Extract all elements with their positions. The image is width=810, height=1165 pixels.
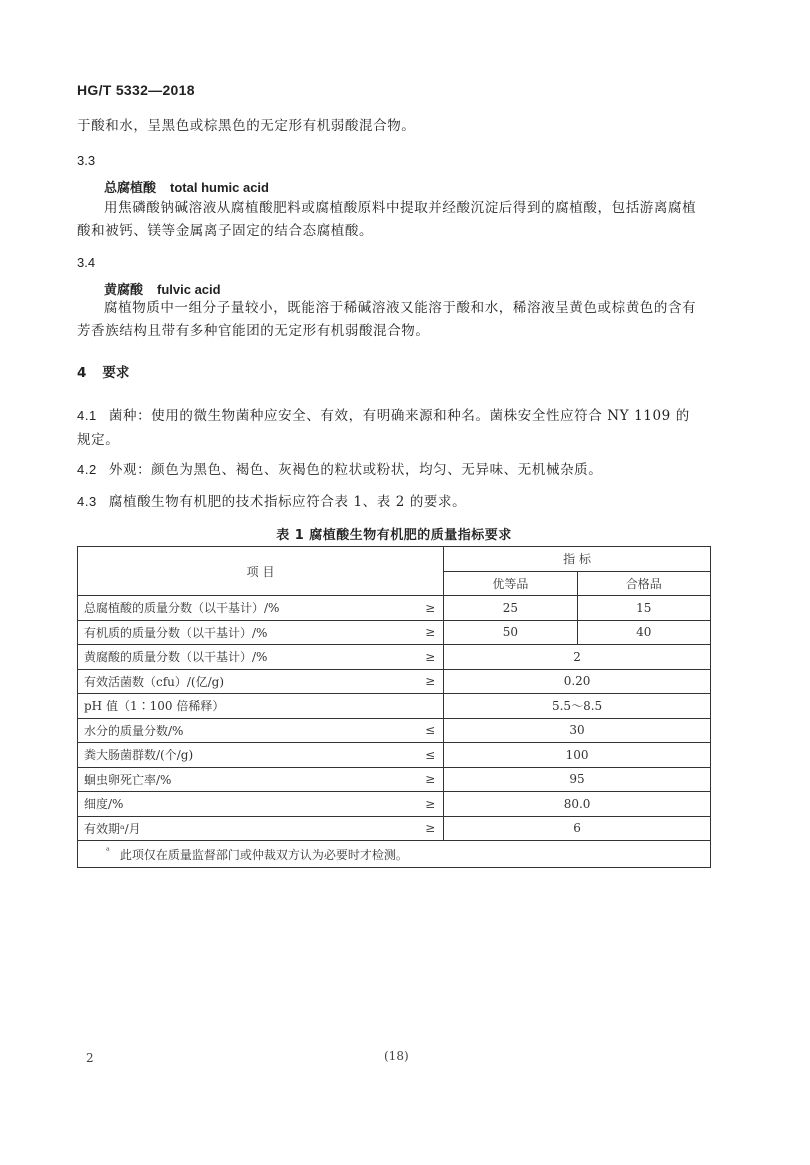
header-grade-superior: 优等品 bbox=[444, 571, 577, 596]
row-symbol: ≤ bbox=[411, 718, 444, 743]
document-header: HG/T 5332—2018 bbox=[77, 82, 195, 98]
footnote-mark: ᵃ bbox=[106, 845, 110, 857]
intro-line: 于酸和水，呈黑色或棕黑色的无定形有机弱酸混合物。 bbox=[77, 118, 416, 134]
header-index: 指 标 bbox=[444, 547, 711, 572]
row-item: 黄腐酸的质量分数（以干基计）/% bbox=[78, 645, 412, 670]
definition-3-4-line-1: 腐植物质中一组分子量较小，既能溶于稀碱溶液又能溶于酸和水，稀溶液呈黄色或棕黄色的含有 bbox=[104, 300, 697, 316]
definition-3-3-line-2: 酸和被钙、镁等金属离子固定的结合态腐植酸。 bbox=[77, 223, 374, 239]
table-footnote-row bbox=[78, 841, 711, 868]
term-en: total humic acid bbox=[170, 180, 269, 195]
row-symbol: ≥ bbox=[411, 669, 444, 694]
table-row bbox=[78, 767, 711, 792]
table-row bbox=[78, 669, 711, 694]
quality-table bbox=[77, 546, 711, 868]
clause-number: 4.1 bbox=[77, 408, 97, 423]
section-4-heading bbox=[77, 361, 129, 381]
row-item: 有效活菌数（cfu）/(亿/g) bbox=[78, 669, 412, 694]
row-value-qualified: 15 bbox=[577, 596, 710, 621]
table-row bbox=[78, 620, 711, 645]
table-row bbox=[78, 792, 711, 817]
clause-text: 外观：颜色为黑色、褐色、灰褐色的粒状或粉状，均匀、无异味、无机械杂质。 bbox=[108, 462, 603, 478]
row-value: 95 bbox=[444, 767, 711, 792]
row-value: 2 bbox=[444, 645, 711, 670]
row-item: pH 值（1∶100 倍稀释） bbox=[78, 694, 412, 719]
row-item: 粪大肠菌群数/(个/g) bbox=[78, 743, 412, 768]
clause-text: 菌种：使用的微生物菌种应安全、有效，有明确来源和种名。菌株安全性应符合 NY 1109 的 bbox=[108, 408, 690, 424]
section-3-4-number: 3.4 bbox=[77, 255, 96, 270]
term-cn: 总腐植酸 bbox=[104, 181, 157, 196]
row-value: 6 bbox=[444, 816, 711, 841]
footer-center: (18) bbox=[384, 1049, 409, 1063]
clause-4-3 bbox=[77, 490, 466, 514]
section-4-number: 4 bbox=[77, 365, 87, 381]
header-item: 项 目 bbox=[78, 547, 444, 596]
row-value-superior: 50 bbox=[444, 620, 577, 645]
table-footnote bbox=[78, 841, 711, 868]
header-grade-qualified: 合格品 bbox=[577, 571, 710, 596]
row-value: 0.20 bbox=[444, 669, 711, 694]
row-item: 总腐植酸的质量分数（以干基计）/% bbox=[78, 596, 412, 621]
row-item: 细度/% bbox=[78, 792, 412, 817]
term-total-humic-acid bbox=[104, 177, 269, 196]
row-value: 80.0 bbox=[444, 792, 711, 817]
row-symbol: ≥ bbox=[411, 645, 444, 670]
definition-3-4-line-2: 芳香族结构且带有多种官能团的无定形有机弱酸混合物。 bbox=[77, 323, 430, 339]
table-row bbox=[78, 694, 711, 719]
table-row bbox=[78, 816, 711, 841]
clause-text: 腐植酸生物有机肥的技术指标应符合表 1、表 2 的要求。 bbox=[108, 494, 467, 510]
page-number: 2 bbox=[86, 1051, 94, 1065]
section-3-3-number: 3.3 bbox=[77, 153, 96, 168]
row-symbol: ≥ bbox=[411, 620, 444, 645]
clause-4-2 bbox=[77, 458, 602, 482]
row-item: 有机质的质量分数（以干基计）/% bbox=[78, 620, 412, 645]
term-cn: 黄腐酸 bbox=[104, 283, 144, 298]
table-caption: 表 1 腐植酸生物有机肥的质量指标要求 bbox=[276, 528, 512, 543]
definition-3-3-line-1: 用焦磷酸钠碱溶液从腐植酸肥料或腐植酸原料中提取并经酸沉淀后得到的腐植酸，包括游离腐植 bbox=[104, 200, 697, 216]
clause-4-1-line-2: 规定。 bbox=[77, 432, 120, 448]
row-value-qualified: 40 bbox=[577, 620, 710, 645]
row-value: 5.5～8.5 bbox=[444, 694, 711, 719]
table-row bbox=[78, 718, 711, 743]
row-value: 100 bbox=[444, 743, 711, 768]
table-row bbox=[78, 743, 711, 768]
row-symbol: ≤ bbox=[411, 743, 444, 768]
row-symbol: ≥ bbox=[411, 816, 444, 841]
row-item: 有效期ᵃ/月 bbox=[78, 816, 412, 841]
clause-number: 4.2 bbox=[77, 462, 97, 477]
table-row bbox=[78, 645, 711, 670]
clause-4-1-line-1 bbox=[77, 404, 690, 428]
row-symbol: ≥ bbox=[411, 596, 444, 621]
row-symbol: ≥ bbox=[411, 767, 444, 792]
term-en: fulvic acid bbox=[157, 282, 221, 297]
section-4-title: 要求 bbox=[102, 365, 130, 381]
footnote-text: 此项仅在质量监督部门或仲裁双方认为必要时才检测。 bbox=[119, 847, 408, 862]
table-row bbox=[78, 596, 711, 621]
row-item: 蛔虫卵死亡率/% bbox=[78, 767, 412, 792]
row-symbol: ≥ bbox=[411, 792, 444, 817]
row-symbol bbox=[411, 694, 444, 719]
row-value-superior: 25 bbox=[444, 596, 577, 621]
clause-number: 4.3 bbox=[77, 494, 97, 509]
row-item: 水分的质量分数/% bbox=[78, 718, 412, 743]
row-value: 30 bbox=[444, 718, 711, 743]
